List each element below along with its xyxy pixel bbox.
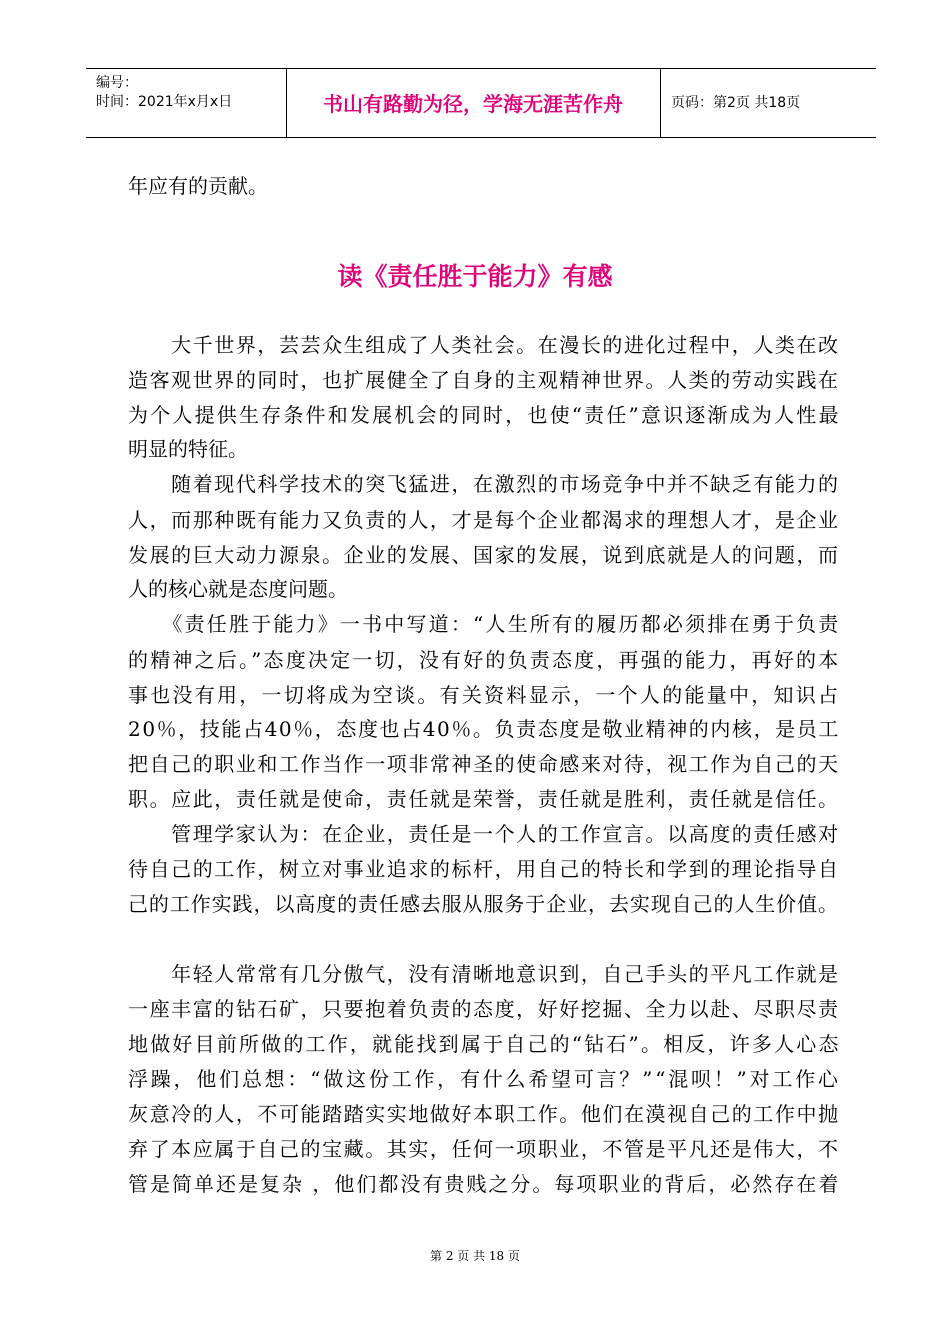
- text-line: 管理学家认为：在企业，责任是一个人的工作宣言。以高度的责任感对: [128, 822, 840, 846]
- text-line: 待自己的工作，树立对事业追求的标杆，用自己的特长和学到的理论指导自: [128, 857, 840, 881]
- text-line: 《责任胜于能力》一书中写道：“人生所有的履历都必须排在勇于负责: [128, 612, 841, 636]
- page-header: [86, 68, 876, 138]
- text-line: 地做好目前所做的工作，就能找到属于自己的“钻石”。相反，许多人心态: [128, 1032, 841, 1056]
- page-footer: 第 2 页 共 18 页: [430, 1249, 520, 1263]
- header-meta-cell: [86, 69, 287, 137]
- text-line: 管是简单还是复杂 ，他们都没有贵贱之分。每项职业的背后，必然存在着: [128, 1172, 841, 1196]
- text-line: 明显的特征。: [128, 437, 248, 461]
- text-line: 造客观世界的同时，也扩展健全了自身的主观精神世界。人类的劳动实践在: [128, 368, 840, 392]
- serial-label: 编号：: [96, 75, 138, 91]
- text-line: 发展的巨大动力源泉。企业的发展、国家的发展，说到底就是人的问题，而: [128, 543, 840, 567]
- lead-line: 年应有的贡献。: [128, 174, 268, 198]
- text-line: 20％，技能占40％，态度也占40％。负责态度是敬业精神的内核，是员工: [128, 717, 840, 741]
- text-line: 事也没有用，一切将成为空谈。有关资料显示，一个人的能量中，知识占: [128, 683, 841, 707]
- text-line: 浮躁，他们总想：“做这份工作，有什么希望可言？”“混呗！”对工作心: [128, 1067, 841, 1091]
- header-motto-cell: [286, 69, 661, 137]
- header-page-cell: [661, 69, 876, 137]
- text-line: 随着现代科学技术的突飞猛进，在激烈的市场竞争中并不缺乏有能力的: [128, 472, 840, 496]
- text-line: 一座丰富的钻石矿，只要抱着负责的态度，好好挖掘、全力以赴、尽职尽责: [128, 997, 840, 1021]
- time-label: 时间：2021年x月x日: [96, 94, 233, 110]
- text-line: 灰意冷的人，不可能踏踏实实地做好本职工作。他们在漠视自己的工作中抛: [128, 1102, 840, 1126]
- text-line: 大千世界，芸芸众生组成了人类社会。在漫长的进化过程中，人类在改: [128, 333, 840, 357]
- text-line: 的精神之后。”态度决定一切，没有好的负责态度，再强的能力，再好的本: [128, 648, 841, 672]
- text-line: 年轻人常常有几分傲气，没有清晰地意识到，自己手头的平凡工作就是: [128, 962, 840, 986]
- text-line: 为个人提供生存条件和发展机会的同时，也使“责任”意识逐渐成为人性最: [128, 403, 841, 427]
- text-line: 职。应此，责任就是使命，责任就是荣誉，责任就是胜利，责任就是信任。: [128, 787, 840, 811]
- text-line: 把自己的职业和工作当作一项非常神圣的使命感来对待，视工作为自己的天: [128, 752, 840, 776]
- motto-text: 书山有路勤为径，学海无涯苦作舟: [323, 92, 623, 116]
- text-line: 人，而那种既有能力又负责的人，才是每个企业都渴求的理想人才，是企业: [128, 508, 840, 532]
- text-line: 人的核心就是态度问题。: [128, 577, 348, 601]
- text-line: 弃了本应属于自己的宝藏。其实，任何一项职业，不管是平凡还是伟大，不: [128, 1137, 840, 1161]
- text-line: 己的工作实践，以高度的责任感去服从服务于企业，去实现自己的人生价值。: [128, 892, 839, 916]
- page-info: 页码：第2页 共18页: [671, 95, 801, 111]
- article-title: 读《责任胜于能力》有感: [337, 262, 613, 291]
